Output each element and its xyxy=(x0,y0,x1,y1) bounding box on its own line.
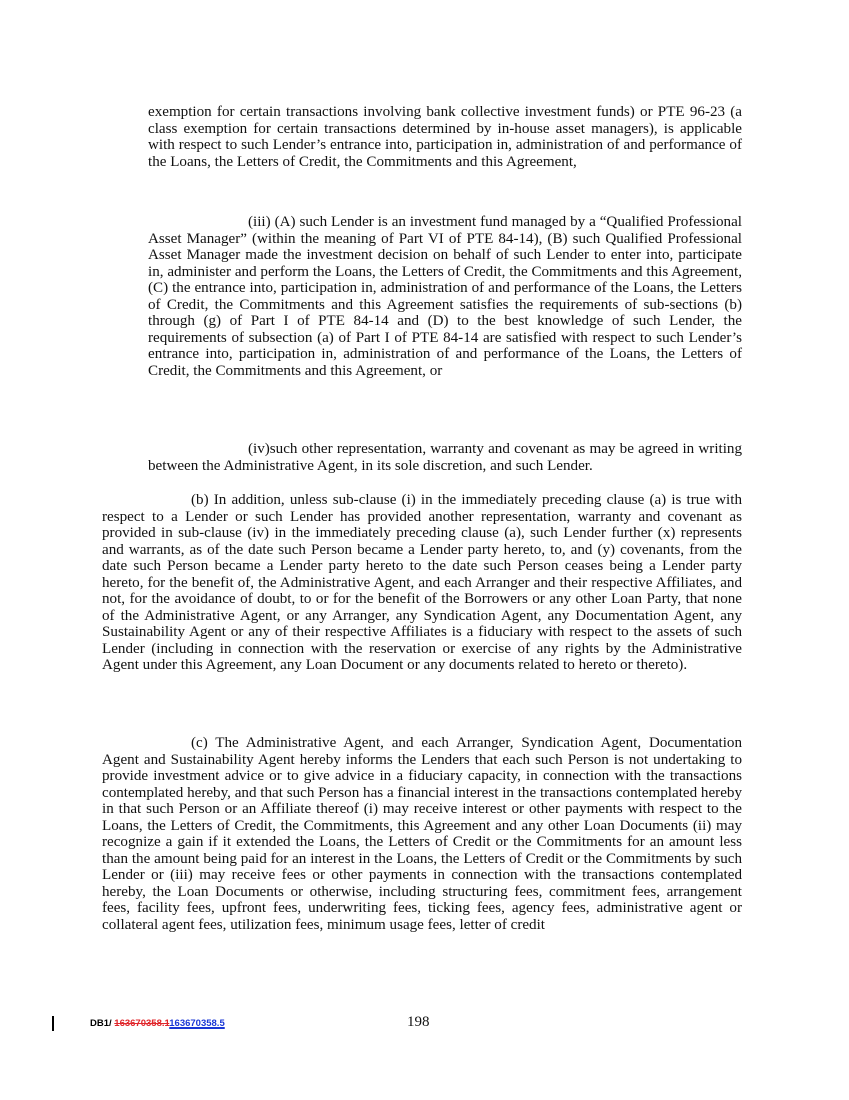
paragraph-clause-c: (c) The Administrative Agent, and each Arranger, Syndication Agent, Documentation Agent and Sustainability Agent hereby informs the Lenders that each such Person is not undertaking to provide investment advice or to give advice in a fiduciary capacity, in connection with the transactions contemplated hereby, and that such Person has a financial interest in the transactions contemplated hereby in that such Person or an Affiliate thereof (i) may receive interest or other payments with respect to the Loans, the Letters of Credit, the Commitments, this Agreement and any other Loan Documents (ii) may recognize a gain if it extended the Loans, the Letters of Credit or the Commitments for an amount less than the amount being paid for an interest in the Loans, the Letters of Credit or the Commitments by such Lender or (iii) may receive fees or other payments in connection with the transactions contemplated hereby, the Loan Documents or otherwise, including structuring fees, commitment fees, arrangement fees, facility fees, upfront fees, underwriting fees, ticking fees, agency fees, administrative agent or collateral agent fees, utilization fees, minimum usage fees, letter of credit xyxy=(102,735,742,934)
paragraph-clause-iv: (iv)such other representation, warranty and covenant as may be agreed in writing between the Administrative Agent, in its sole discretion, and such Lender. xyxy=(148,441,742,474)
document-id-inserted: 163670358.5 xyxy=(169,1018,225,1029)
paragraph-exemption-continuation: exemption for certain transactions involving bank collective investment funds) or PTE 96-23 (a class exemption for certain transactions determined by in-house asset managers), is applicable with respect to such Lender’s entrance into, participation in, administration of and performance of the Loans, the Letters of Credit, the Commitments and this Agreement, xyxy=(148,104,742,170)
document-id xyxy=(90,1018,225,1029)
paragraph-clause-iii: (iii) (A) such Lender is an investment fund managed by a “Qualified Professional Asset Manager” (within the meaning of Part VI of PTE 84-14), (B) such Qualified Professional Asset Manager made the investment decision on behalf of such Lender to enter into, participate in, administer and perform the Loans, the Letters of Credit, the Commitments and this Agreement, (C) the entrance into, participation in, administration of and performance of the Loans, the Letters of Credit, the Commitments and this Agreement satisfies the requirements of sub-sections (b) through (g) of Part I of PTE 84-14 and (D) to the best knowledge of such Lender, the requirements of subsection (a) of Part I of PTE 84-14 are satisfied with respect to such Lender’s entrance into, participation in, administration of and performance of the Loans, the Letters of Credit, the Commitments and this Agreement, or xyxy=(148,214,742,379)
document-id-prefix: DB1/ xyxy=(90,1018,115,1029)
document-id-deleted: 163670358.1 xyxy=(114,1018,170,1029)
change-bar xyxy=(52,1016,54,1031)
paragraph-clause-b: (b) In addition, unless sub-clause (i) in the immediately preceding clause (a) is true with respect to a Lender or such Lender has provided another representation, warranty and covenant as provided in sub-clause (iv) in the immediately preceding clause (a), such Lender further (x) represents and warrants, as of the date such Person became a Lender party hereto, to, and (y) covenants, from the date such Person became a Lender party hereto to the date such Person ceases being a Lender party hereto, for the benefit of, the Administrative Agent, and each Arranger and their respective Affiliates, and not, for the avoidance of doubt, to or for the benefit of the Borrowers or any other Loan Party, that none of the Administrative Agent, or any Arranger, any Syndication Agent, any Documentation Agent, any Sustainability Agent or any of their respective Affiliates is a fiduciary with respect to the assets of such Lender (including in connection with the reservation or exercise of any rights by the Administrative Agent under this Agreement, any Loan Document or any documents related to hereto or thereto). xyxy=(102,492,742,674)
page-number: 198 xyxy=(407,1014,430,1030)
